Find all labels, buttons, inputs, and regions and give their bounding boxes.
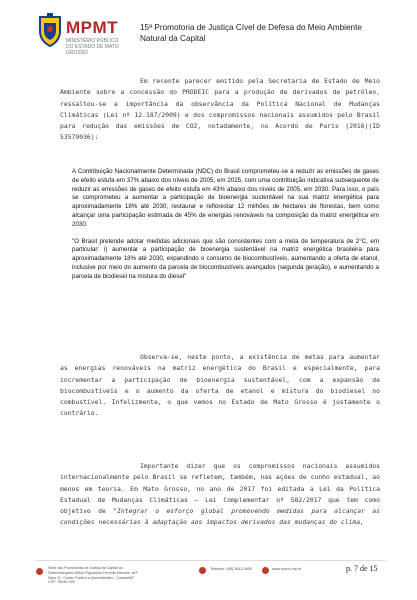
- footer-phone: Telefone: (65) 3611-0600: [210, 567, 253, 571]
- paragraph-3-quote: "Integrar o esforço global promovendo medidas para alcançar as condições necessárias à adaptação aos impactos derivados das mudanças do clima,: [60, 507, 381, 527]
- globe-icon: [262, 567, 269, 574]
- paragraph-2-text: Observa-se, neste ponto, a existência de metas para aumentar as energias renováveis na matriz energética do Brasil e especialmente, para incrementar a participação de bioenergia sustentável, com a expansão de biocombustíveis e o aumento da oferta de etanol e mistura do biodiesel no combustível. Infelizmente, o que vemos no Estado de Mato Grosso é justamente o contrário.: [60, 353, 380, 418]
- page-number: p. 7 de 15: [346, 564, 378, 573]
- quote-paragraph-1: A Contribuição Nacionalmente Determinada (NDC) do Brasil comprometeu-se a reduzir as emissões de gases de efeito estufa em 37% abaixo dos níveis de 2005, em 2025, com uma contribuição indicativa subsequente de reduzir as emissões de gases de efeito estufa em 43% abaixo dos níveis de 2005, em 2030. Para isso, o país se comprometeu a aumentar a participação de bioenergia sustentável na sua matriz energética para aproximadamente 18% até 2030, restaurar e reflorestar 12 milhões de hectares de florestas, bem como alcançar uma participação estimada de 45% de energias renováveis na composição da matriz energética em 2030.: [72, 168, 379, 228]
- paragraph-1: [60, 76, 380, 144]
- mpmt-emblem-icon: [37, 13, 63, 47]
- paragraph-3-text: [60, 461, 380, 529]
- page-title: 15ª Promotoria de Justiça Cível de Defesa do Meio Ambiente Natural da Capital: [140, 23, 362, 43]
- logo-text: MPMT: [66, 18, 119, 37]
- paragraph-2: [60, 352, 380, 420]
- paragraph-3: [60, 461, 380, 529]
- phone-icon: [199, 567, 206, 574]
- location-icon: [36, 568, 43, 575]
- paragraph-3-start: Importante dizer que os compromissos nacionais assumidos internacionalmente pelo Brasil se refletem, também, nas ações de cunho estadual, ao menos em teoria. Em Mato Grosso, no ano de 2017 foi editada a Lei da Política Estadual de Mudanças Climáticas – Lei Complementar nº 582/2017 que tem como objetivo de: [60, 462, 380, 516]
- page-footer: [0, 560, 417, 600]
- quote-block: [72, 168, 379, 290]
- footer-address: Sede das Promotorias de Justiça da Capital Av. Desembargador Milton Figueiredo Ferreira Mendes, s/nº Setor D - Centro Político e Administrativo - Cuiabá/MT CEP: 78049-928: [48, 566, 138, 585]
- paragraph-1-text: Em recente parecer emitido pela Secretaria de Estado de Meio Ambiente sobre a concessão do PRODEIC para a produção de derivados de petróleo, ressaltou-se a importância da observância da Política Nacional de Mudanças Climáticas (Lei nº 12.187/2009) e dos compromissos nacionais assumidos pelo Brasil para redução das emissões de CO2, notadamente, no Acordo de Paris (2016)(ID 53579036):: [60, 77, 380, 142]
- page-header: [0, 0, 417, 62]
- footer-website[interactable]: www.mpmt.mp.br: [272, 567, 302, 571]
- quote-paragraph-2: "O Brasil pretende adotar medidas adicionais que são consistentes com a meta de temperatura de 2°C, em particular: i) aumentar a participação de bioenergia sustentável na matriz energética brasileira para aproximadamente 18% até 2030, expandindo o consumo de biocombustíveis, aumentando a oferta de etanol, inclusive por meio do aumento da parcela de biocombustíveis avançados (segunda geração), e aumentando a parcela de biodiesel na mistura do diesel": [72, 237, 379, 280]
- logo-subtitle: MINISTÉRIO PÚBLICO DO ESTADO DE MATO GROSSO: [66, 38, 119, 56]
